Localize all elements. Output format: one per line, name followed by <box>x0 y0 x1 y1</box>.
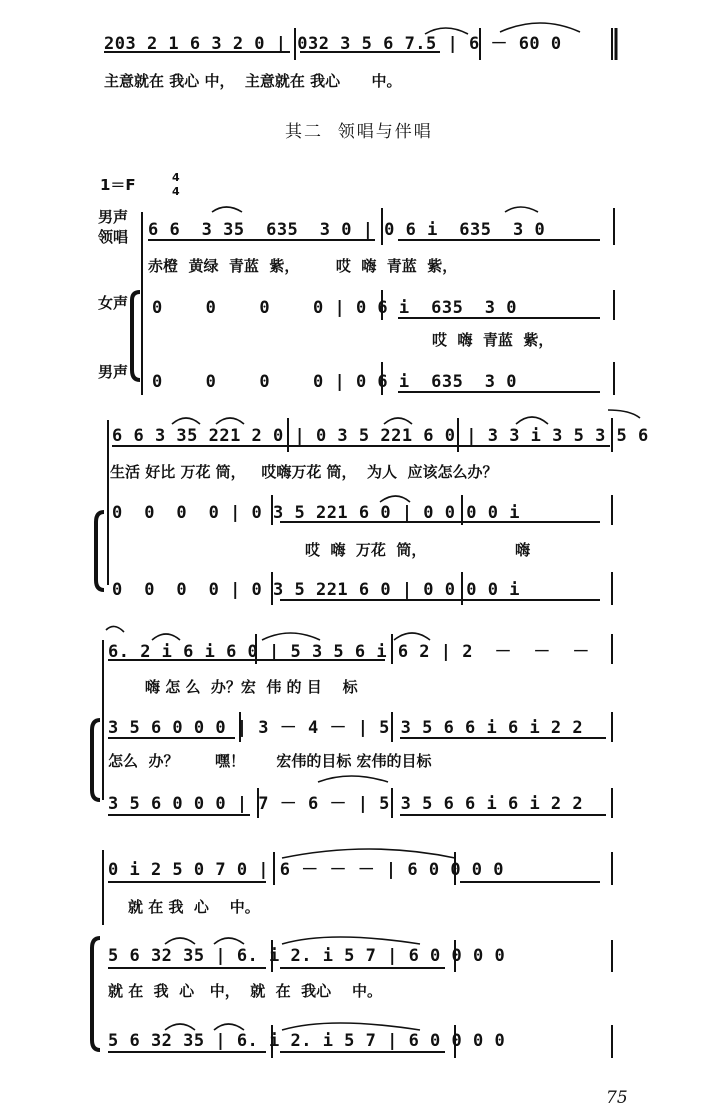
notation-s4-female: 5 6 32 35 | 6. i 2. i 5 7 | 6 0 0 0 0 <box>108 946 506 966</box>
lyrics-s3-female: 怎么 办？ 嘿！ 宏伟的目标 宏伟的目标 <box>108 752 432 770</box>
voice-label-female: 女声 <box>98 294 129 312</box>
page-number: 75 <box>606 1088 628 1108</box>
lyrics-top: 主意就在 我心 中， 主意就在 我心 中。 <box>104 72 402 90</box>
notation-s2-lead: 6 6 3 35 221 2 0 | 0 3 5 221 6 0 | 3 3 i 3 5 3 5 6 <box>112 426 649 446</box>
lyrics-s1-lead: 赤橙 黄绿 青蓝 紫， 哎 嗨 青蓝 紫， <box>148 257 458 275</box>
lyrics-s2-lead: 生活 好比 万花 筒， 哎嗨万花 筒， 为人 应该怎么办？ <box>110 463 498 481</box>
notation-s1-lead: 6 6 3 35 635 3 0 | 0 6 i 635 3 0 <box>148 220 546 240</box>
notation-s4-male: 5 6 32 35 | 6. i 2. i 5 7 | 6 0 0 0 0 <box>108 1031 506 1051</box>
lyrics-s3-lead: 嗨 怎 么 办？宏 伟 的 目 标 <box>145 678 358 696</box>
key-signature: 1＝F <box>100 176 136 194</box>
notation-top: 203 2 1 6 3 2 0 | 032 3 5 6 7.5 | 6 － 60 0 <box>104 34 562 54</box>
voice-label-male-lead: 男声 <box>98 208 129 226</box>
notation-s3-lead: 6. 2 i 6 i 6 0 | 5 3 5 6 i 6 2 | 2 － － － <box>108 642 590 662</box>
notation-s1-male: 0 0 0 0 | 0 6 i 635 3 0 <box>152 372 517 392</box>
notation-s2-female: 0 0 0 0 | 0 3 5 221 6 0 | 0 0 0 0 i <box>112 503 520 523</box>
time-signature-top: 4 <box>172 171 180 184</box>
notation-s1-female: 0 0 0 0 | 0 6 i 635 3 0 <box>152 298 517 318</box>
lyrics-s2-female: 哎 嗨 万花 筒， 嗨 <box>305 541 531 559</box>
notation-s2-male: 0 0 0 0 | 0 3 5 221 6 0 | 0 0 0 0 i <box>112 580 520 600</box>
notation-s3-male: 3 5 6 0 0 0 | 7 － 6 － | 5 3 5 6 6 i 6 i 2 2 <box>108 794 584 814</box>
lyrics-s1-female: 哎 嗨 青蓝 紫， <box>432 331 554 349</box>
voice-label-male: 男声 <box>98 363 129 381</box>
section-title: 其二 领唱与伴唱 <box>285 122 433 142</box>
lyrics-s4-female: 就 在 我 心 中， 就 在 我心 中。 <box>108 982 383 1000</box>
lyrics-s4-lead: 就 在 我 心 中。 <box>128 898 260 916</box>
time-signature-bottom: 4 <box>172 185 180 198</box>
notation-s4-lead: 0 i 2 5 0 7 0 | 6 － － － | 6 0 0 0 0 <box>108 860 505 880</box>
notation-s3-female: 3 5 6 0 0 0 | 3 － 4 － | 5 3 5 6 6 i 6 i 2 2 <box>108 718 584 738</box>
voice-label-lead: 领唱 <box>98 228 129 246</box>
